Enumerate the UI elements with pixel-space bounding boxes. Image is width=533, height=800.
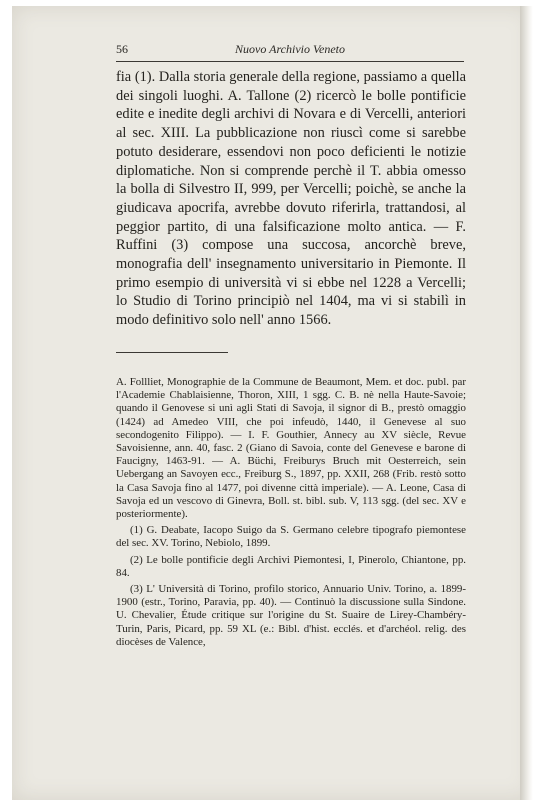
body-paragraph: fia (1). Dalla storia generale della regione, passiamo a quella dei singoli luoghi. A. Tallone (2) ricercò le bolle pontificie edite e inedite degli archivi di Novara e di Vercelli, anteriori al sec. XIII. La pubblicazione non riuscì come si sarebbe potuto desiderare, essendovi non poco deficienti le notizie diplomatiche. Non si comprende perchè il T. abbia omesso la bolla di Silvestro II, 999, per Vercelli; poichè, se anche la giudicava apocrifa, avrebbe dovuto riferirla, trattandosi, al peggior partito, di una falsificazione molto antica. — F. Ruffini (3) compose una succosa, ancorchè breve, monografia dell' insegnamento universitario in Piemonte. Il primo esempio di università vi si ebbe nel 1228 a Vercelli; lo Studio di Torino principiò nel 1404, ma vi si stabilì in modo definitivo solo nell' anno 1566. [116,69,466,329]
footnotes [116,376,466,649]
footnote-1: (1) G. Deabate, Iacopo Suigo da S. Germano celebre tipografo piemontese del sec. XV. Torino, Nebiolo, 1899. [116,524,466,550]
footnote-2: (2) Le bolle pontificie degli Archivi Piemontesi, I, Pinerolo, Chiantone, pp. 84. [116,553,466,579]
header-rule [116,61,464,62]
running-title: Nuovo Archivio Veneto [235,42,345,56]
footnote-separator [116,352,228,353]
page-number: 56 [116,42,128,56]
footnote-continuation: A. Follliet, Monographie de la Commune de Beaumont, Mem. et doc. publ. par l'Academie Chablaisienne, Thoron, XIII, 1 sgg. C. B. nè nella Haute-Savoie; quando il Genovese si unì agli Stati di Savoja, il signor di B., prestò omaggio (1424) ad Amedeo VIII, che poi infeudò, 1440, il Genevese al suo secondogenito Filippo). — I. F. Gouthier, Annecy au XV siècle, Revue Savoisienne, ann. 40, fasc. 2 (Giano di Savoia, conte del Genevese e barone di Faucigny, 1463-91. — A. Büchi, Freiburys Bruch mit Oesterreich, sein Uebergang an Savoyen ecc., Freiburg S., 1897, pp. XXII, 268 (Frib. restò sotto la Casa Savoja fino al 1477, poi divenne città imperiale). — A. Leone, Casa di Savoja ed un vescovo di Ginevra, Boll. st. bibl. sub. V, 113 sgg. (del sec. XV e posteriormente). [116,376,466,521]
footnote-3: (3) L' Università di Torino, profilo storico, Annuario Univ. Torino, a. 1899-1900 (estr., Torino, Paravia, pp. 40). — Continuò la discussione sulla Sindone. U. Chevalier, Étude critique sur l'origine du St. Suaire de Lirey-Chambéry-Turin, Paris, Picard, pp. 59 XL (e.: Bibl. d'hist. ecclés. et d'archéol. relig. des diocèses de Valence, [116,583,466,648]
page-edge [520,6,533,800]
